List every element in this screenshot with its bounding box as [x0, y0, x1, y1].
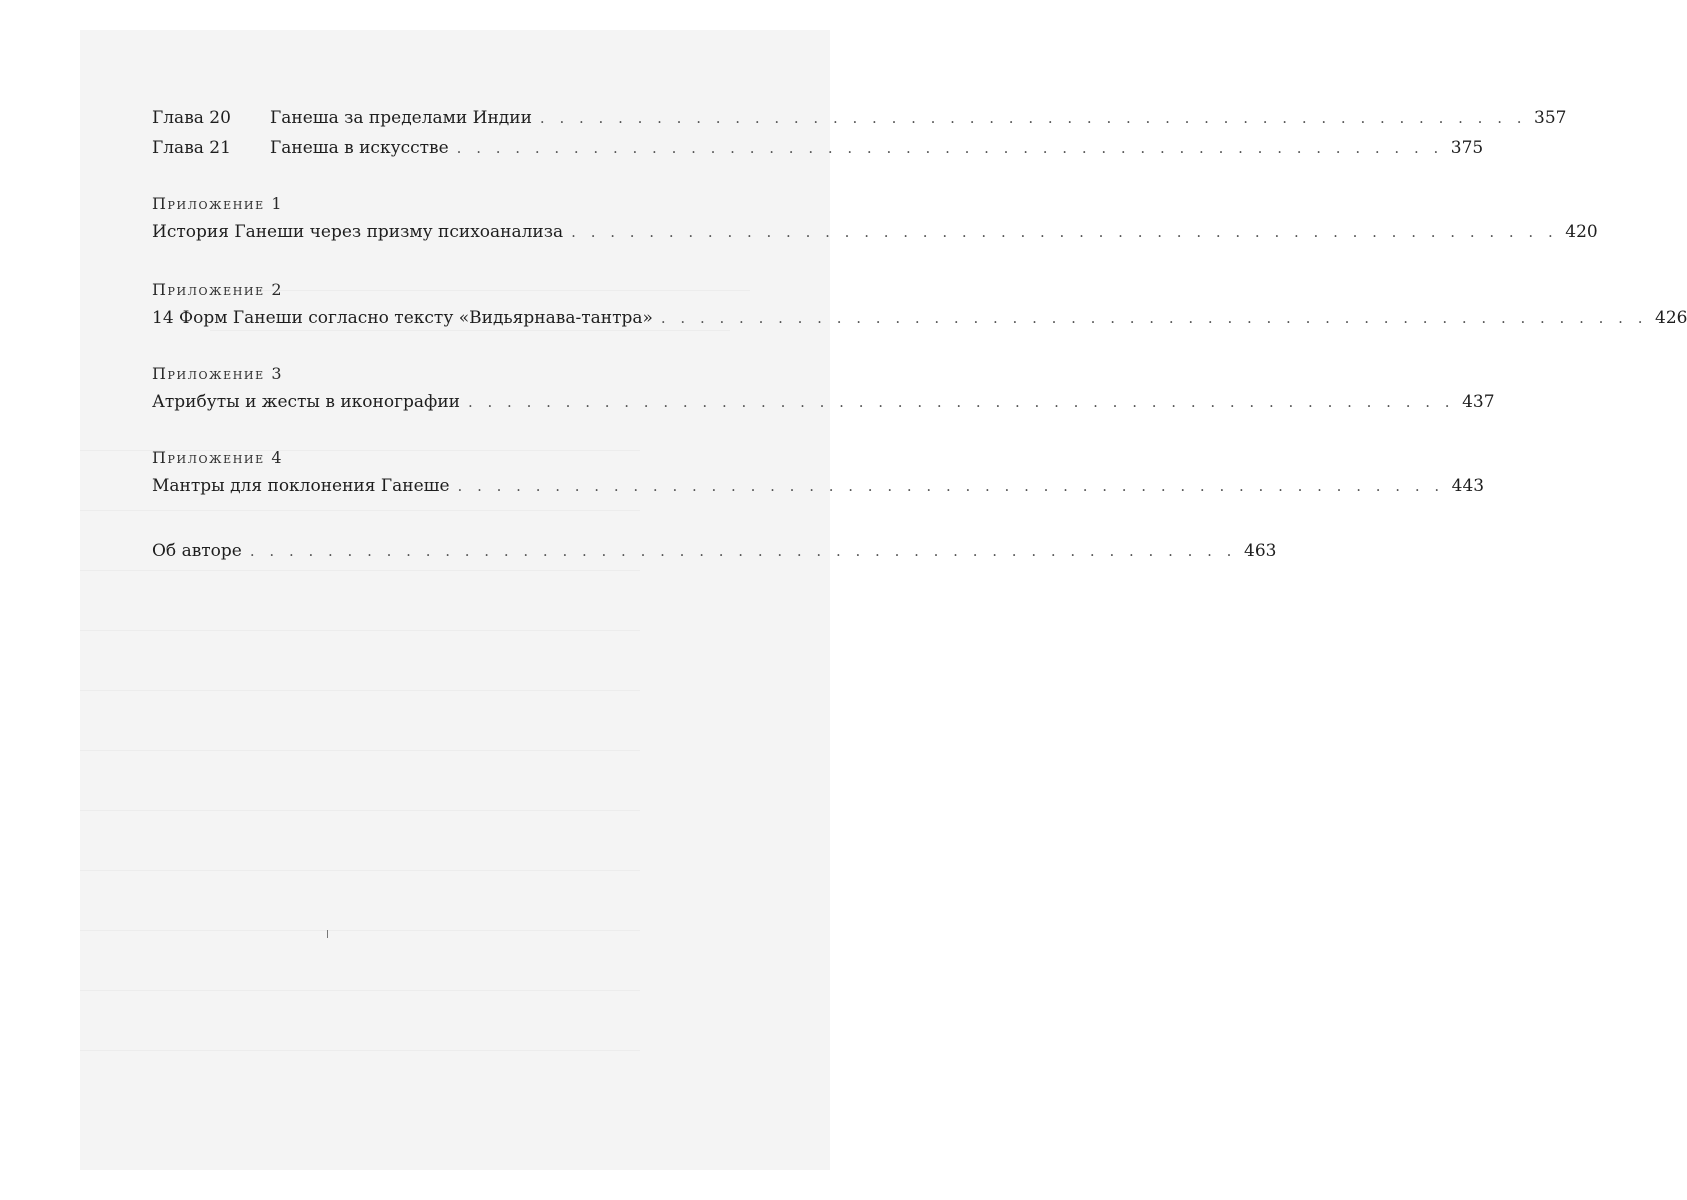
appendix-title: Атрибуты и жесты в иконографии [152, 392, 460, 412]
dot-leader: . . . . . . . . . . . . . . . . . . . . . . . . . . . . . . . . . . . . . . . . . . . . . . . . . . . [539, 109, 1527, 127]
bleed-through-line [80, 1050, 640, 1051]
appendix-heading: Приложение 2 [152, 280, 284, 299]
appendix-title: История Ганеши через призму психоанализа [152, 222, 564, 242]
chapter-label: Глава 21 [152, 138, 231, 158]
appendix-heading: Приложение 1 [152, 194, 284, 213]
chapter-title: Ганеша в искусстве [270, 138, 449, 158]
page-number: 375 [1450, 138, 1484, 158]
book-page [80, 30, 1687, 1170]
toc-entry-appendix-4[interactable] [152, 476, 1485, 496]
toc-entry-appendix-2[interactable] [152, 308, 1687, 328]
bleed-through-line [210, 290, 750, 291]
appendix-title: Мантры для поклонения Ганеше [152, 476, 450, 496]
toc-entry-chapter-21[interactable] [152, 138, 1484, 158]
dot-leader: . . . . . . . . . . . . . . . . . . . . . . . . . . . . . . . . . . . . . . . . . . . . . . . . . . . [571, 223, 1558, 241]
toc-entry-about-author[interactable] [152, 541, 1277, 561]
bleed-through-line [80, 630, 640, 631]
page-number: 443 [1451, 476, 1485, 496]
appendix-heading: Приложение 3 [152, 364, 284, 383]
chapter-label: Глава 20 [152, 108, 231, 128]
bleed-through-line [80, 750, 640, 751]
dot-leader: . . . . . . . . . . . . . . . . . . . . . . . . . . . . . . . . . . . . . . . . . . . . . . . . . . . [467, 393, 1455, 411]
appendix-title: 14 Форм Ганеши согласно тексту «Видьярнава-тантра» [152, 308, 653, 328]
page-number: 437 [1462, 392, 1495, 412]
chapter-title: Ганеша за пределами Индии [270, 108, 532, 128]
dot-leader: . . . . . . . . . . . . . . . . . . . . . . . . . . . . . . . . . . . . . . . . . . . . . . . . . . . [249, 542, 1237, 560]
bleed-through-line [80, 990, 640, 991]
print-mark [327, 930, 328, 938]
bleed-through-line [80, 870, 640, 871]
page-number: 426 [1655, 308, 1687, 328]
page-number: 420 [1565, 222, 1598, 242]
bleed-through-line [80, 810, 640, 811]
toc-entry-chapter-20[interactable] [152, 108, 1567, 128]
dot-leader: . . . . . . . . . . . . . . . . . . . . . . . . . . . . . . . . . . . . . . . . . . . . . . . . . . . [660, 309, 1648, 327]
about-title: Об авторе [152, 541, 242, 561]
page-number: 357 [1534, 108, 1567, 128]
toc-entry-appendix-3[interactable] [152, 392, 1495, 412]
bleed-through-line [210, 330, 730, 331]
dot-leader: . . . . . . . . . . . . . . . . . . . . . . . . . . . . . . . . . . . . . . . . . . . . . . . . . . . [456, 139, 1444, 157]
bleed-through-line [80, 570, 640, 571]
toc-entry-appendix-1[interactable] [152, 222, 1598, 242]
page-number: 463 [1244, 541, 1277, 561]
appendix-heading: Приложение 4 [152, 448, 284, 467]
dot-leader: . . . . . . . . . . . . . . . . . . . . . . . . . . . . . . . . . . . . . . . . . . . . . . . . . . . [457, 477, 1445, 495]
bleed-through-line [80, 690, 640, 691]
bleed-through-line [80, 510, 640, 511]
bleed-through-line [80, 930, 640, 931]
